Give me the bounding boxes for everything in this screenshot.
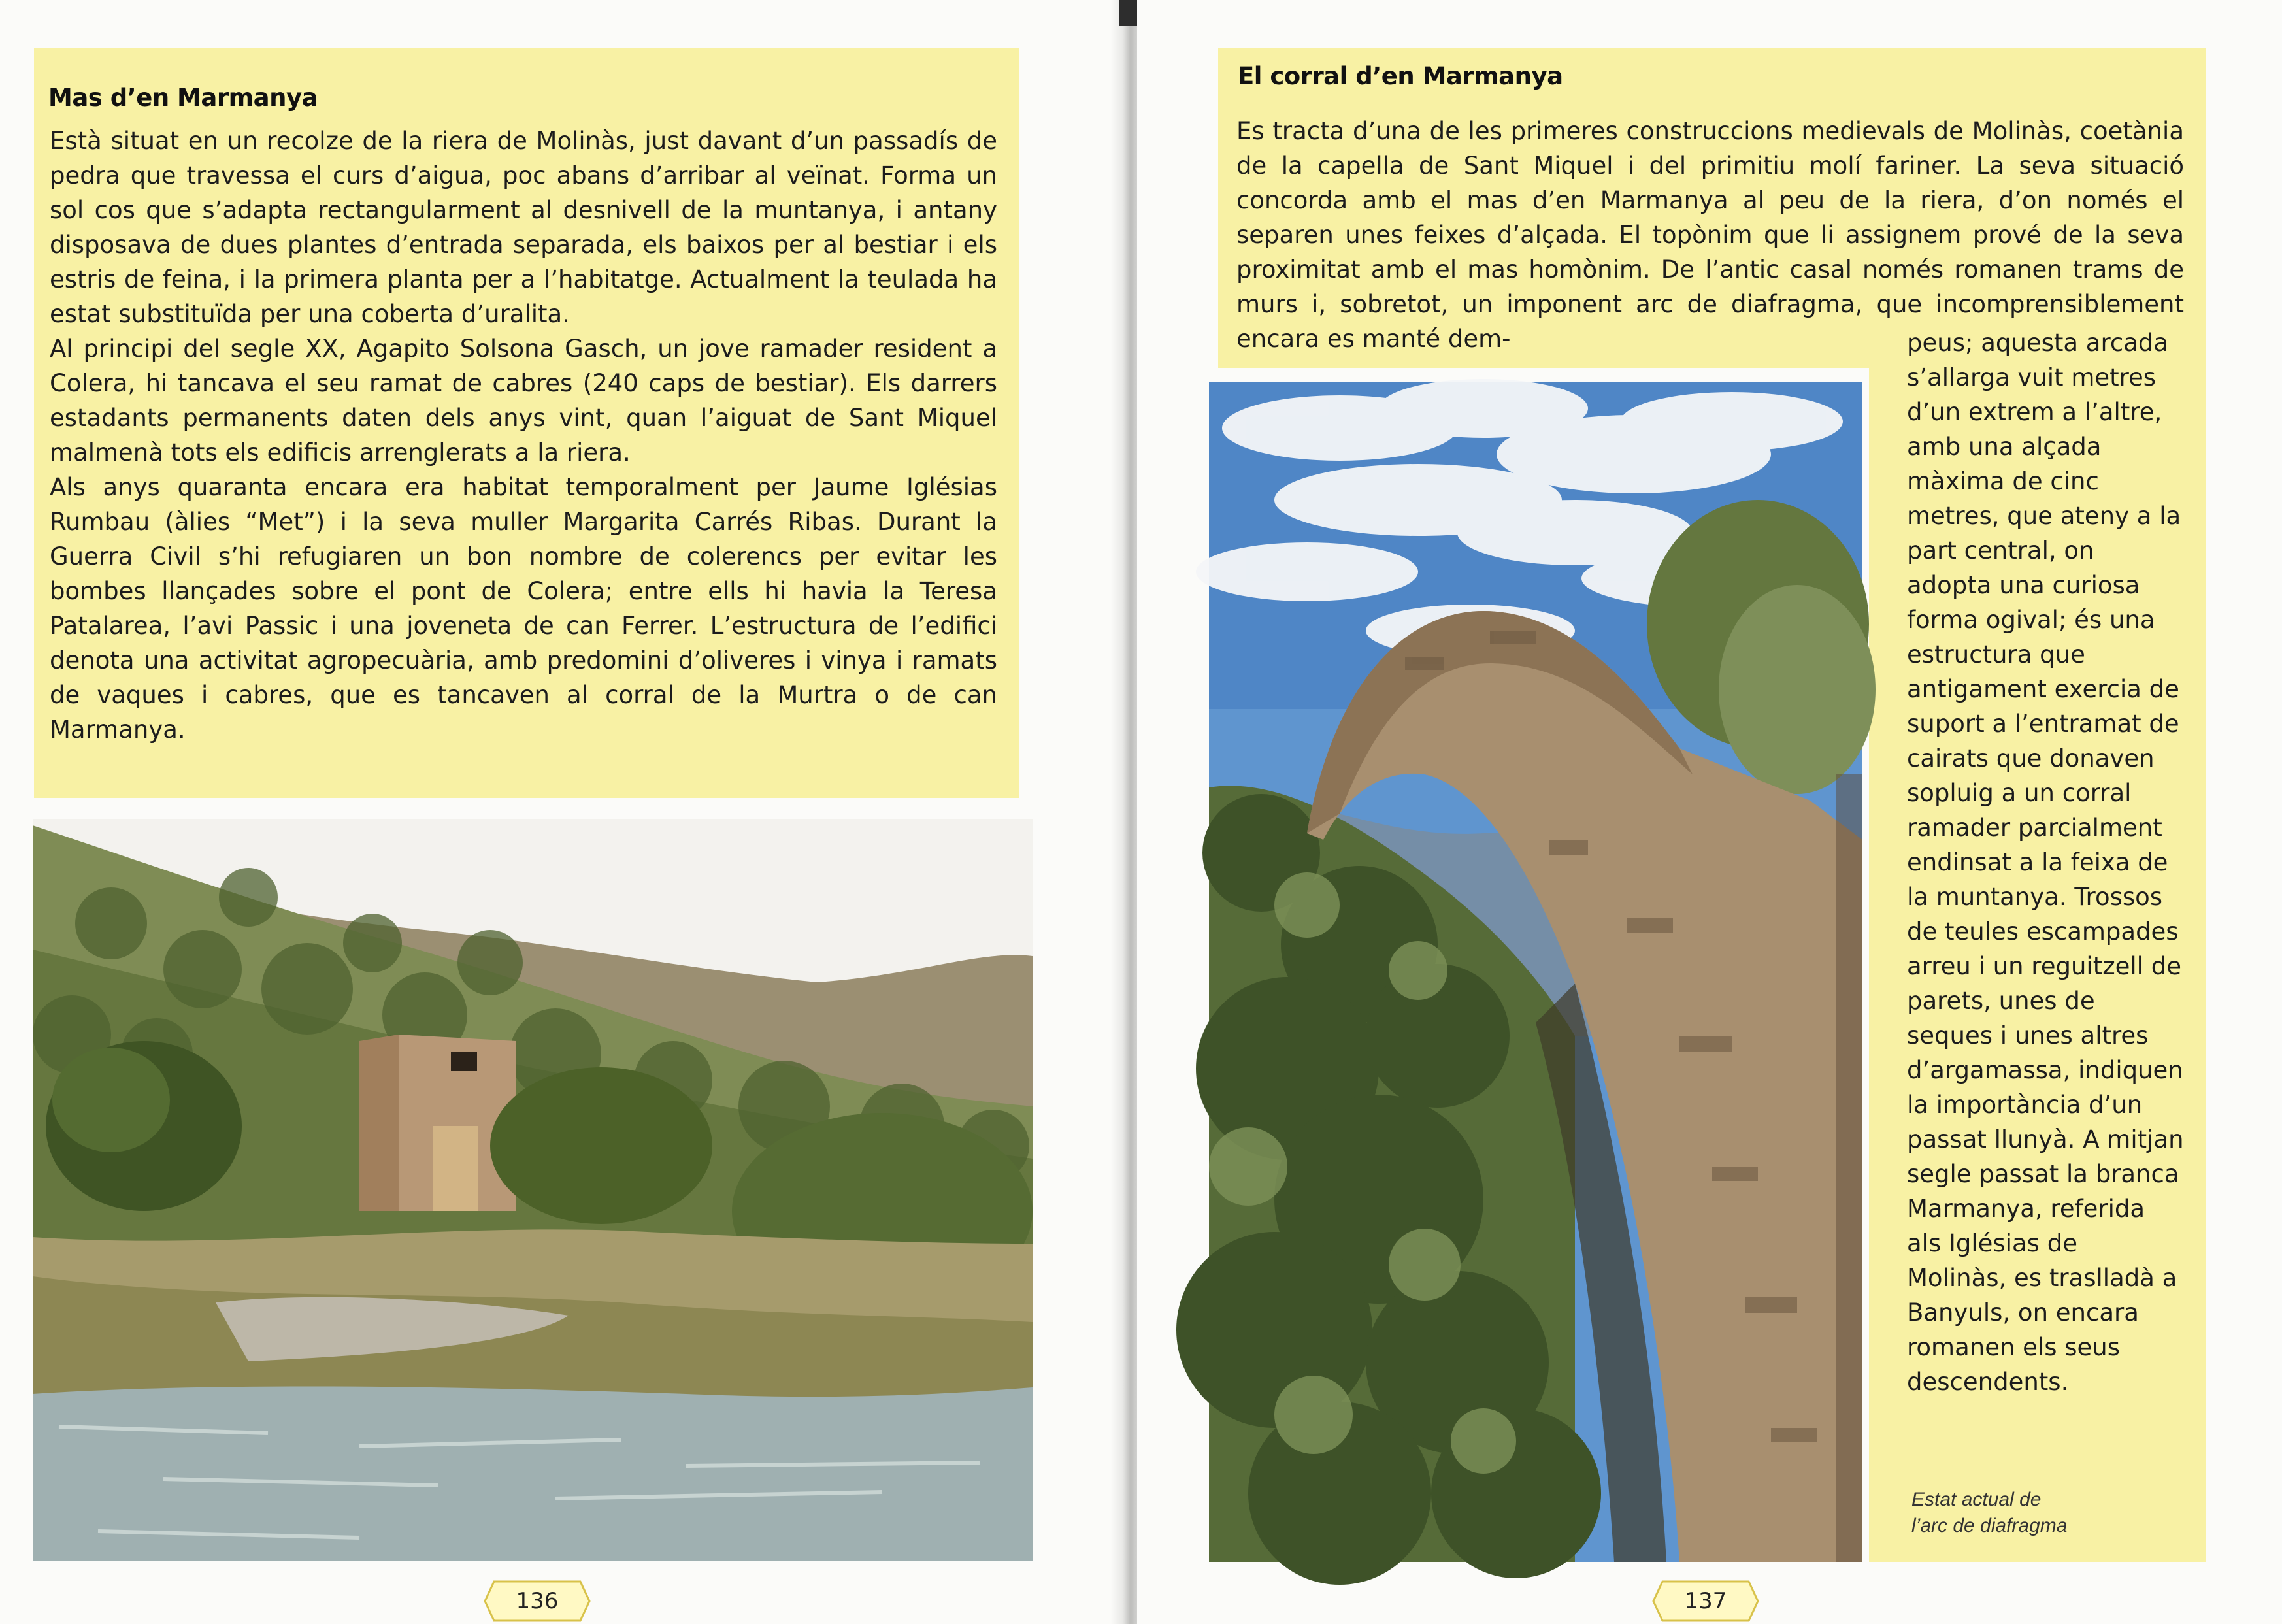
caption-line-2: l’arc de diafragma [1911, 1515, 2068, 1536]
arch-photo [1209, 382, 1862, 1562]
page-number-right-label: 137 [1684, 1588, 1727, 1614]
right-body-text-top: Es tracta d’una de les primeres construccions medievals de Molinàs, coetània de la capella de Sant Miquel i del primitiu molí fariner. La seva situació concorda amb el mas d’en Marmanya al peu de la riera, d’on només el separen unes feixes d’alçada. El topònim que li assignem prové de la seva proximitat amb el mas homònim. De l’antic casal només romanen trams de murs i, sobretot, un imponent arc de diafragma, que incomprensiblement encara es manté dem- [1236, 117, 2184, 353]
right-body-text-column: peus; aquesta arcada s’allarga vuit metres d’un extrem a l’altre, amb una alçada màxima de cinc metres, que ateny a la part central, on adopta una curiosa forma ogival; és una estructura que antigament exercia de suport a l’entramat de cairats que donaven sopluig a un corral ramader parcialment endinsat a la feixa de la muntanya. Trossos de teules escampades arreu i un reguitzell de parets, unes de seques i unes altres d’argamassa, indiquen la importància d’un passat llunyà. A mitjan segle passat la branca Marmanya, referida als Iglésias de Molinàs, es traslladà a Banyuls, on encara romanen els seus descendents. [1907, 329, 2184, 1396]
page-number-left [484, 1580, 591, 1622]
left-page-title: Mas d’en Marmanya [48, 84, 318, 112]
photo-caption [1911, 1487, 2067, 1539]
caption-line-1: Estat actual de [1911, 1489, 2042, 1510]
right-page-title: El corral d’en Marmanya [1238, 62, 1563, 90]
right-page [1137, 0, 2282, 1624]
left-body-text [50, 124, 997, 747]
page-number-left-label: 136 [516, 1588, 559, 1614]
left-page [0, 0, 1121, 1624]
left-paragraph-3: Als anys quaranta encara era habitat temporalment per Jaume Iglésias Rumbau (àlies “Met”) i la seva muller Margarita Carrés Ribas. Durant la Guerra Civil s’hi refugiaren un bon nombre de colerencs per evitar les bombes llançades sobre el pont de Colera; entre ells hi havia la Teresa Patalarea, l’avi Passic i una joveneta de can Ferrer. L’estructura de l’edifici denota una activitat agropecuària, amb predomini d’oliveres i vinya i ramats de vaques i cabres, que es tancaven al corral de la Murtra o de can Marmanya. [50, 473, 997, 744]
left-paragraph-1: Està situat en un recolze de la riera de Molinàs, just davant d’un passadís de pedra que travessa el curs d’aigua, poc abans d’arribar al veïnat. Forma un sol cos que s’adapta rectangularment al desnivell de la muntanya, i antany disposava de dues plantes d’entrada separada, els baixos per al bestiar i els estris de feina, i la primera planta per a l’habitatge. Actualment la teulada ha estat substituïda per una coberta d’uralita. [50, 127, 997, 328]
page-number-right [1652, 1580, 1759, 1622]
farmhouse-photo [33, 819, 1033, 1561]
left-paragraph-2: Al principi del segle XX, Agapito Solsona Gasch, un jove ramader resident a Colera, hi tancava el seu ramat de cabres (240 caps de bestiar). Els darrers estadants permanents daten dels anys vint, quan l’aiguat de Sant Miquel malmenà tots els edificis arrenglerats a la riera. [50, 335, 997, 467]
